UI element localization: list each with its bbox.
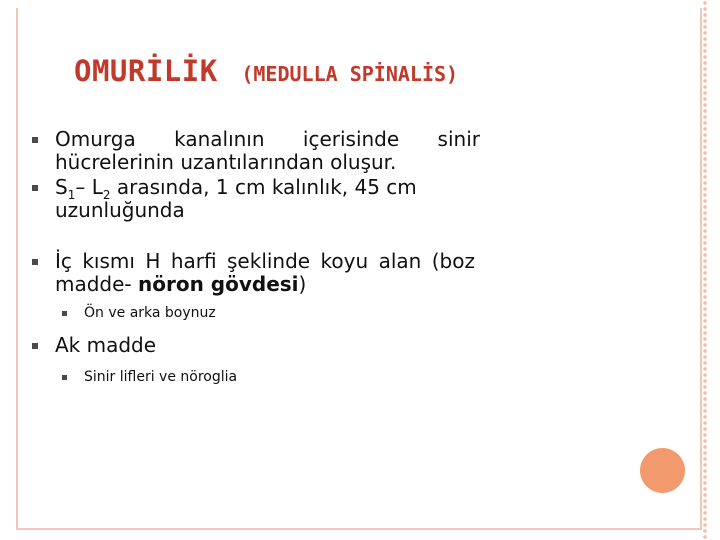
sub-bullet-item — [20, 304, 480, 322]
subscript-2: 2 — [102, 188, 111, 202]
bullet-item — [20, 128, 480, 174]
bullet-list — [20, 128, 480, 386]
subscript-1: 1 — [67, 188, 76, 202]
bullet-text-l: – L — [75, 175, 103, 199]
bullet-marker-icon — [32, 343, 38, 349]
bullet-item — [20, 250, 475, 296]
bullet-text: Omurga kanalının içerisinde sinir hücrelerinin uzantılarından oluşur. — [55, 127, 480, 174]
sub-bullet-text: Ön ve arka boynuz — [84, 305, 216, 321]
bullet-text: Ak madde — [55, 333, 157, 357]
bullet-text-rest: arasında, 1 cm kalınlık, 45 cm uzunluğunda — [55, 175, 417, 222]
title-main: OMURİLİK — [74, 54, 218, 88]
bullet-text-end: ) — [298, 272, 307, 296]
bullet-marker-icon — [62, 375, 67, 380]
sub-bullet-item — [20, 368, 480, 386]
sub-bullet-text: Sinir lifleri ve nöroglia — [84, 369, 238, 385]
bullet-bold-text: nöron gövdesi — [138, 272, 299, 296]
dotted-border-decoration — [700, 0, 710, 540]
bullet-item — [20, 334, 480, 357]
bullet-marker-icon — [32, 137, 38, 143]
bullet-marker-icon — [32, 259, 38, 265]
slide-title — [74, 54, 458, 88]
title-subtitle: (MEDULLA SPİNALİS) — [241, 62, 459, 86]
bullet-marker-icon — [62, 311, 67, 316]
bullet-item — [20, 176, 480, 222]
bullet-marker-icon — [32, 185, 38, 191]
bullet-text: İç kısmı H harfi şeklinde koyu alan (boz madde- — [55, 249, 475, 296]
bullet-text-s: S — [55, 175, 68, 199]
decorative-circle — [640, 448, 685, 493]
